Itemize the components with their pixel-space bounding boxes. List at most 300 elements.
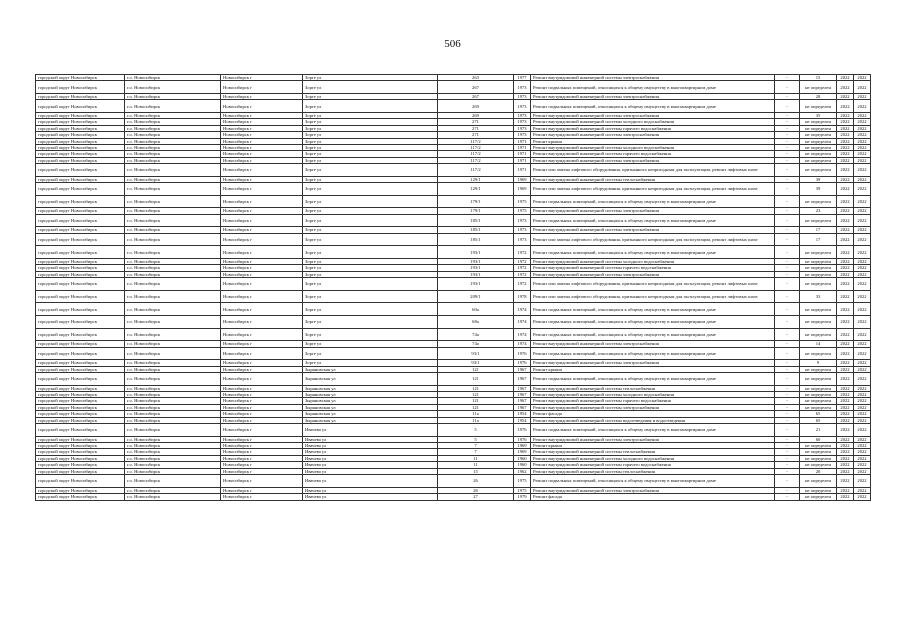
cell-plan-year-to: 2022 — [854, 113, 871, 119]
cell-quantity: не определен — [800, 475, 837, 488]
cell-plan-year-to: 2022 — [854, 404, 871, 410]
cell-area: - — [775, 443, 800, 449]
cell-quantity: 33 — [800, 290, 837, 303]
cell-work: Ремонт или замена лифтового оборудования, признанного непригодным для эксплуатации, ремонт лифтовых шахт — [531, 290, 775, 303]
cell-locality: Новосибирск г — [221, 290, 303, 303]
cell-street: Зорге ул — [303, 316, 438, 329]
cell-settlement: г.о. Новосибирск — [125, 398, 221, 404]
cell-street: Зорге ул — [303, 157, 438, 163]
cell-locality: Новосибирск г — [221, 176, 303, 182]
cell-work: Ремонт внутридомовой инженерной системы электроснабжения — [531, 404, 775, 410]
cell-quantity: 14 — [800, 341, 837, 347]
cell-plan-year-from: 2022 — [837, 271, 854, 277]
cell-house: 193/1 — [438, 265, 514, 271]
cell-plan-year-from: 2022 — [837, 246, 854, 259]
cell-year: 1975 — [514, 487, 531, 493]
cell-municipality: городской округ Новосибирск — [36, 366, 125, 372]
cell-area: - — [775, 455, 800, 461]
cell-municipality: городской округ Новосибирск — [36, 436, 125, 442]
cell-plan-year-from: 2022 — [837, 424, 854, 437]
cell-work: Ремонт внутридомовой инженерной системы холодного водоснабжения — [531, 392, 775, 398]
cell-settlement: г.о. Новосибирск — [125, 328, 221, 341]
cell-plan-year-to: 2022 — [854, 373, 871, 386]
cell-municipality: городской округ Новосибирск — [36, 208, 125, 214]
cell-plan-year-to: 2022 — [854, 246, 871, 259]
cell-locality: Новосибирск г — [221, 265, 303, 271]
cell-area: - — [775, 100, 800, 113]
cell-plan-year-to: 2022 — [854, 449, 871, 455]
cell-municipality: городской округ Новосибирск — [36, 404, 125, 410]
cell-plan-year-to: 2022 — [854, 303, 871, 316]
cell-plan-year-from: 2022 — [837, 347, 854, 360]
cell-area: - — [775, 195, 800, 208]
cell-street: Ивачева ул — [303, 487, 438, 493]
cell-year: 1973 — [514, 132, 531, 138]
cell-locality: Новосибирск г — [221, 462, 303, 468]
cell-plan-year-from: 2022 — [837, 373, 854, 386]
cell-area: - — [775, 494, 800, 500]
cell-plan-year-to: 2022 — [854, 341, 871, 347]
cell-quantity: не определен — [800, 100, 837, 113]
cell-area: - — [775, 259, 800, 265]
cell-settlement: г.о. Новосибирск — [125, 113, 221, 119]
table-row — [36, 424, 871, 437]
cell-locality: Новосибирск г — [221, 316, 303, 329]
cell-work: Ремонт внутридомовой инженерной системы теплоснабжения — [531, 468, 775, 474]
cell-year: 1967 — [514, 385, 531, 391]
cell-street: Зорге ул — [303, 75, 438, 81]
cell-municipality: городской округ Новосибирск — [36, 347, 125, 360]
cell-house: 117/2 — [438, 151, 514, 157]
cell-plan-year-to: 2022 — [854, 138, 871, 144]
cell-house: 271 — [438, 132, 514, 138]
cell-locality: Новосибирск г — [221, 125, 303, 131]
cell-plan-year-to: 2022 — [854, 494, 871, 500]
cell-plan-year-to: 2022 — [854, 328, 871, 341]
cell-municipality: городской округ Новосибирск — [36, 151, 125, 157]
cell-street: Зорге ул — [303, 341, 438, 347]
cell-house: 68а — [438, 316, 514, 329]
cell-plan-year-to: 2022 — [854, 347, 871, 360]
cell-street: Зорге ул — [303, 138, 438, 144]
cell-plan-year-to: 2022 — [854, 411, 871, 417]
cell-work: Ремонт подвальных помещений, относящихся к общему имуществу в многоквартирном доме — [531, 316, 775, 329]
table-body — [36, 75, 871, 501]
cell-plan-year-to: 2022 — [854, 100, 871, 113]
cell-house: 121 — [438, 366, 514, 372]
table-row — [36, 233, 871, 246]
cell-settlement: г.о. Новосибирск — [125, 347, 221, 360]
cell-year: 1977 — [514, 75, 531, 81]
cell-plan-year-from: 2022 — [837, 138, 854, 144]
cell-house: 117/2 — [438, 164, 514, 177]
cell-locality: Новосибирск г — [221, 328, 303, 341]
cell-work: Ремонт внутридомовой инженерной системы холодного водоснабжения — [531, 119, 775, 125]
cell-settlement: г.о. Новосибирск — [125, 436, 221, 442]
cell-work: Ремонт подвальных помещений, относящихся к общему имуществу в многоквартирном доме — [531, 424, 775, 437]
cell-locality: Новосибирск г — [221, 100, 303, 113]
cell-house: 27 — [438, 494, 514, 500]
cell-quantity: 9 — [800, 360, 837, 366]
cell-house: 121 — [438, 392, 514, 398]
table-row — [36, 183, 871, 196]
cell-plan-year-from: 2022 — [837, 100, 854, 113]
cell-work: Ремонт внутридомовой инженерной системы теплоснабжения — [531, 449, 775, 455]
cell-street: Зорге ул — [303, 271, 438, 277]
cell-municipality: городской округ Новосибирск — [36, 392, 125, 398]
cell-house: 193/1 — [438, 278, 514, 291]
cell-area: - — [775, 81, 800, 94]
cell-street: Зорге ул — [303, 151, 438, 157]
cell-locality: Новосибирск г — [221, 347, 303, 360]
cell-area: - — [775, 233, 800, 246]
cell-quantity: 39 — [800, 183, 837, 196]
cell-plan-year-to: 2022 — [854, 475, 871, 488]
cell-street: Ивачева ул — [303, 443, 438, 449]
cell-year: 1974 — [514, 341, 531, 347]
table-row — [36, 347, 871, 360]
cell-house: 271 — [438, 119, 514, 125]
cell-street: Ивачева ул — [303, 455, 438, 461]
cell-house: 117/2 — [438, 157, 514, 163]
cell-area: - — [775, 290, 800, 303]
cell-locality: Новосибирск г — [221, 164, 303, 177]
cell-plan-year-to: 2022 — [854, 417, 871, 423]
cell-house: 74а — [438, 341, 514, 347]
cell-street: Зорге ул — [303, 328, 438, 341]
cell-plan-year-from: 2022 — [837, 404, 854, 410]
cell-work: Ремонт подвальных помещений, относящихся к общему имуществу в многоквартирном доме — [531, 328, 775, 341]
table-row — [36, 475, 871, 488]
cell-plan-year-from: 2022 — [837, 125, 854, 131]
cell-house: 74а — [438, 328, 514, 341]
cell-quantity: 35 — [800, 113, 837, 119]
cell-year: 1973 — [514, 94, 531, 100]
cell-settlement: г.о. Новосибирск — [125, 373, 221, 386]
cell-house: 7 — [438, 443, 514, 449]
cell-municipality: городской округ Новосибирск — [36, 449, 125, 455]
cell-house: 11а — [438, 417, 514, 423]
cell-year: 1979 — [514, 494, 531, 500]
cell-street: Зорге ул — [303, 227, 438, 233]
cell-house: 193/1 — [438, 259, 514, 265]
cell-work: Ремонт внутридомовой инженерной системы теплоснабжения — [531, 176, 775, 182]
cell-settlement: г.о. Новосибирск — [125, 424, 221, 437]
cell-area: - — [775, 392, 800, 398]
cell-quantity: 23 — [800, 208, 837, 214]
cell-plan-year-from: 2022 — [837, 411, 854, 417]
cell-settlement: г.о. Новосибирск — [125, 366, 221, 372]
cell-house: 267 — [438, 94, 514, 100]
cell-work: Ремонт крыши — [531, 366, 775, 372]
cell-area: - — [775, 125, 800, 131]
cell-street: Зорге ул — [303, 259, 438, 265]
cell-municipality: городской округ Новосибирск — [36, 385, 125, 391]
cell-year: 1969 — [514, 183, 531, 196]
cell-work: Ремонт внутридомовой инженерной системы теплоснабжения — [531, 385, 775, 391]
cell-plan-year-from: 2022 — [837, 341, 854, 347]
cell-house: 26 — [438, 487, 514, 493]
cell-locality: Новосибирск г — [221, 341, 303, 347]
cell-municipality: городской округ Новосибирск — [36, 411, 125, 417]
cell-settlement: г.о. Новосибирск — [125, 208, 221, 214]
cell-plan-year-from: 2022 — [837, 455, 854, 461]
cell-plan-year-to: 2022 — [854, 424, 871, 437]
cell-area: - — [775, 138, 800, 144]
cell-street: Зорге ул — [303, 125, 438, 131]
cell-plan-year-to: 2022 — [854, 398, 871, 404]
cell-quantity: не определен — [800, 246, 837, 259]
cell-year: 1974 — [514, 316, 531, 329]
cell-work: Ремонт внутридомовой инженерной системы холодного водоснабжения — [531, 455, 775, 461]
cell-quantity: 65 — [800, 417, 837, 423]
cell-year: 1973 — [514, 119, 531, 125]
cell-settlement: г.о. Новосибирск — [125, 132, 221, 138]
cell-plan-year-from: 2022 — [837, 436, 854, 442]
cell-street: Зорге ул — [303, 176, 438, 182]
cell-plan-year-to: 2022 — [854, 125, 871, 131]
cell-house: 263 — [438, 75, 514, 81]
cell-plan-year-from: 2022 — [837, 176, 854, 182]
cell-settlement: г.о. Новосибирск — [125, 417, 221, 423]
cell-settlement: г.о. Новосибирск — [125, 303, 221, 316]
cell-plan-year-from: 2022 — [837, 366, 854, 372]
cell-municipality: городской округ Новосибирск — [36, 125, 125, 131]
table-row — [36, 316, 871, 329]
cell-quantity: не определен — [800, 81, 837, 94]
cell-settlement: г.о. Новосибирск — [125, 290, 221, 303]
cell-plan-year-from: 2022 — [837, 94, 854, 100]
cell-settlement: г.о. Новосибирск — [125, 138, 221, 144]
cell-locality: Новосибирск г — [221, 145, 303, 151]
cell-year: 1976 — [514, 424, 531, 437]
cell-municipality: городской округ Новосибирск — [36, 75, 125, 81]
cell-house: 269 — [438, 113, 514, 119]
cell-plan-year-from: 2022 — [837, 278, 854, 291]
cell-area: - — [775, 347, 800, 360]
cell-area: - — [775, 366, 800, 372]
cell-year: 1973 — [514, 81, 531, 94]
cell-plan-year-from: 2022 — [837, 259, 854, 265]
cell-plan-year-from: 2022 — [837, 145, 854, 151]
cell-municipality: городской округ Новосибирск — [36, 259, 125, 265]
cell-municipality: городской округ Новосибирск — [36, 132, 125, 138]
cell-plan-year-from: 2022 — [837, 328, 854, 341]
cell-plan-year-to: 2022 — [854, 164, 871, 177]
cell-plan-year-from: 2022 — [837, 475, 854, 488]
cell-work: Ремонт или замена лифтового оборудования, признанного непригодным для эксплуатации, ремонт лифтовых шахт — [531, 233, 775, 246]
cell-settlement: г.о. Новосибирск — [125, 233, 221, 246]
cell-house: 117/2 — [438, 145, 514, 151]
cell-house: 117/2 — [438, 138, 514, 144]
cell-house: 93/1 — [438, 360, 514, 366]
cell-settlement: г.о. Новосибирск — [125, 385, 221, 391]
cell-quantity: 39 — [800, 176, 837, 182]
cell-house: 121 — [438, 404, 514, 410]
cell-settlement: г.о. Новосибирск — [125, 271, 221, 277]
cell-quantity: не определен — [800, 328, 837, 341]
cell-locality: Новосибирск г — [221, 398, 303, 404]
cell-plan-year-to: 2022 — [854, 316, 871, 329]
cell-area: - — [775, 208, 800, 214]
cell-locality: Новосибирск г — [221, 151, 303, 157]
cell-work: Ремонт внутридомовой инженерной системы электроснабжения — [531, 94, 775, 100]
cell-street: Зорге ул — [303, 303, 438, 316]
cell-year: 1976 — [514, 436, 531, 442]
cell-plan-year-from: 2022 — [837, 265, 854, 271]
cell-settlement: г.о. Новосибирск — [125, 125, 221, 131]
cell-year: 1974 — [514, 303, 531, 316]
cell-municipality: городской округ Новосибирск — [36, 341, 125, 347]
cell-street: Зорге ул — [303, 360, 438, 366]
cell-street: Зорге ул — [303, 183, 438, 196]
cell-municipality: городской округ Новосибирск — [36, 278, 125, 291]
cell-year: 1967 — [514, 373, 531, 386]
cell-municipality: городской округ Новосибирск — [36, 455, 125, 461]
cell-locality: Новосибирск г — [221, 132, 303, 138]
cell-plan-year-from: 2022 — [837, 195, 854, 208]
table-row — [36, 100, 871, 113]
cell-plan-year-from: 2022 — [837, 303, 854, 316]
cell-municipality: городской округ Новосибирск — [36, 468, 125, 474]
cell-municipality: городской округ Новосибирск — [36, 303, 125, 316]
cell-municipality: городской округ Новосибирск — [36, 145, 125, 151]
cell-settlement: г.о. Новосибирск — [125, 151, 221, 157]
table-row — [36, 290, 871, 303]
cell-settlement: г.о. Новосибирск — [125, 157, 221, 163]
cell-work: Ремонт внутридомовой инженерной системы холодного водоснабжения — [531, 145, 775, 151]
cell-plan-year-from: 2022 — [837, 119, 854, 125]
cell-quantity: не определен — [800, 385, 837, 391]
cell-plan-year-to: 2022 — [854, 385, 871, 391]
cell-street: Зорге ул — [303, 195, 438, 208]
cell-year: 1972 — [514, 278, 531, 291]
cell-municipality: городской округ Новосибирск — [36, 462, 125, 468]
cell-locality: Новосибирск г — [221, 475, 303, 488]
cell-quantity: не определен — [800, 404, 837, 410]
cell-municipality: городской округ Новосибирск — [36, 183, 125, 196]
cell-locality: Новосибирск г — [221, 436, 303, 442]
cell-work: Ремонт подвальных помещений, относящихся к общему имуществу в многоквартирном доме — [531, 214, 775, 227]
cell-plan-year-to: 2022 — [854, 462, 871, 468]
cell-quantity: не определен — [800, 398, 837, 404]
cell-quantity: не определен — [800, 259, 837, 265]
cell-year: 1967 — [514, 404, 531, 410]
cell-work: Ремонт подвальных помещений, относящихся к общему имуществу в многоквартирном доме — [531, 303, 775, 316]
cell-house: 269 — [438, 100, 514, 113]
cell-area: - — [775, 183, 800, 196]
cell-house: 209/1 — [438, 290, 514, 303]
cell-work: Ремонт внутридомовой инженерной системы горячего водоснабжения — [531, 398, 775, 404]
cell-work: Ремонт внутридомовой инженерной системы электроснабжения — [531, 227, 775, 233]
cell-quantity: 17 — [800, 227, 837, 233]
cell-settlement: г.о. Новосибирск — [125, 392, 221, 398]
cell-quantity: не определен — [800, 132, 837, 138]
table-row — [36, 494, 871, 500]
cell-quantity: не определен — [800, 157, 837, 163]
cell-quantity: 28 — [800, 94, 837, 100]
cell-municipality: городской округ Новосибирск — [36, 360, 125, 366]
cell-year: 1973 — [514, 113, 531, 119]
cell-year: 1954 — [514, 417, 531, 423]
cell-municipality: городской округ Новосибирск — [36, 100, 125, 113]
cell-area: - — [775, 119, 800, 125]
cell-settlement: г.о. Новосибирск — [125, 443, 221, 449]
cell-municipality: городской округ Новосибирск — [36, 94, 125, 100]
cell-plan-year-to: 2022 — [854, 208, 871, 214]
cell-settlement: г.о. Новосибирск — [125, 449, 221, 455]
cell-settlement: г.о. Новосибирск — [125, 475, 221, 488]
cell-plan-year-from: 2022 — [837, 443, 854, 449]
cell-locality: Новосибирск г — [221, 373, 303, 386]
cell-street: Ивачева ул — [303, 494, 438, 500]
cell-plan-year-from: 2022 — [837, 316, 854, 329]
cell-plan-year-to: 2022 — [854, 290, 871, 303]
cell-municipality: городской округ Новосибирск — [36, 81, 125, 94]
cell-year: 1971 — [514, 145, 531, 151]
cell-municipality: городской округ Новосибирск — [36, 443, 125, 449]
cell-locality: Новосибирск г — [221, 424, 303, 437]
cell-municipality: городской округ Новосибирск — [36, 475, 125, 488]
cell-house: 11а — [438, 411, 514, 417]
cell-street: Ивачева ул — [303, 462, 438, 468]
cell-quantity: не определен — [800, 119, 837, 125]
cell-plan-year-from: 2022 — [837, 494, 854, 500]
cell-quantity: 65 — [800, 411, 837, 417]
cell-area: - — [775, 164, 800, 177]
cell-house: 93/1 — [438, 347, 514, 360]
cell-locality: Новосибирск г — [221, 246, 303, 259]
cell-year: 1972 — [514, 259, 531, 265]
cell-settlement: г.о. Новосибирск — [125, 145, 221, 151]
cell-street: Зорге ул — [303, 278, 438, 291]
cell-municipality: городской округ Новосибирск — [36, 176, 125, 182]
cell-area: - — [775, 214, 800, 227]
cell-plan-year-from: 2022 — [837, 398, 854, 404]
cell-locality: Новосибирск г — [221, 443, 303, 449]
cell-area: - — [775, 487, 800, 493]
cell-area: - — [775, 417, 800, 423]
cell-street: Зыряновская ул — [303, 392, 438, 398]
table-row — [36, 303, 871, 316]
cell-plan-year-to: 2022 — [854, 132, 871, 138]
cell-area: - — [775, 385, 800, 391]
cell-settlement: г.о. Новосибирск — [125, 259, 221, 265]
cell-locality: Новосибирск г — [221, 208, 303, 214]
cell-work: Ремонт или замена лифтового оборудования, признанного непригодным для эксплуатации, ремонт лифтовых шахт — [531, 278, 775, 291]
cell-municipality: городской округ Новосибирск — [36, 494, 125, 500]
cell-work: Ремонт внутридомовой инженерной системы электроснабжения — [531, 360, 775, 366]
cell-house: 5 — [438, 436, 514, 442]
cell-street: Зорге ул — [303, 233, 438, 246]
cell-plan-year-from: 2022 — [837, 157, 854, 163]
cell-area: - — [775, 404, 800, 410]
cell-work: Ремонт внутридомовой инженерной системы горячего водоснабжения — [531, 125, 775, 131]
cell-quantity: не определен — [800, 265, 837, 271]
cell-settlement: г.о. Новосибирск — [125, 278, 221, 291]
cell-plan-year-to: 2022 — [854, 233, 871, 246]
table-row — [36, 81, 871, 94]
cell-street: Зорге ул — [303, 119, 438, 125]
cell-settlement: г.о. Новосибирск — [125, 75, 221, 81]
cell-plan-year-to: 2022 — [854, 278, 871, 291]
cell-year: 1954 — [514, 411, 531, 417]
cell-settlement: г.о. Новосибирск — [125, 183, 221, 196]
cell-street: Зыряновская ул — [303, 373, 438, 386]
cell-work: Ремонт внутридомовой инженерной системы электроснабжения — [531, 436, 775, 442]
cell-work: Ремонт внутридомовой инженерной системы электроснабжения — [531, 341, 775, 347]
cell-plan-year-from: 2022 — [837, 183, 854, 196]
